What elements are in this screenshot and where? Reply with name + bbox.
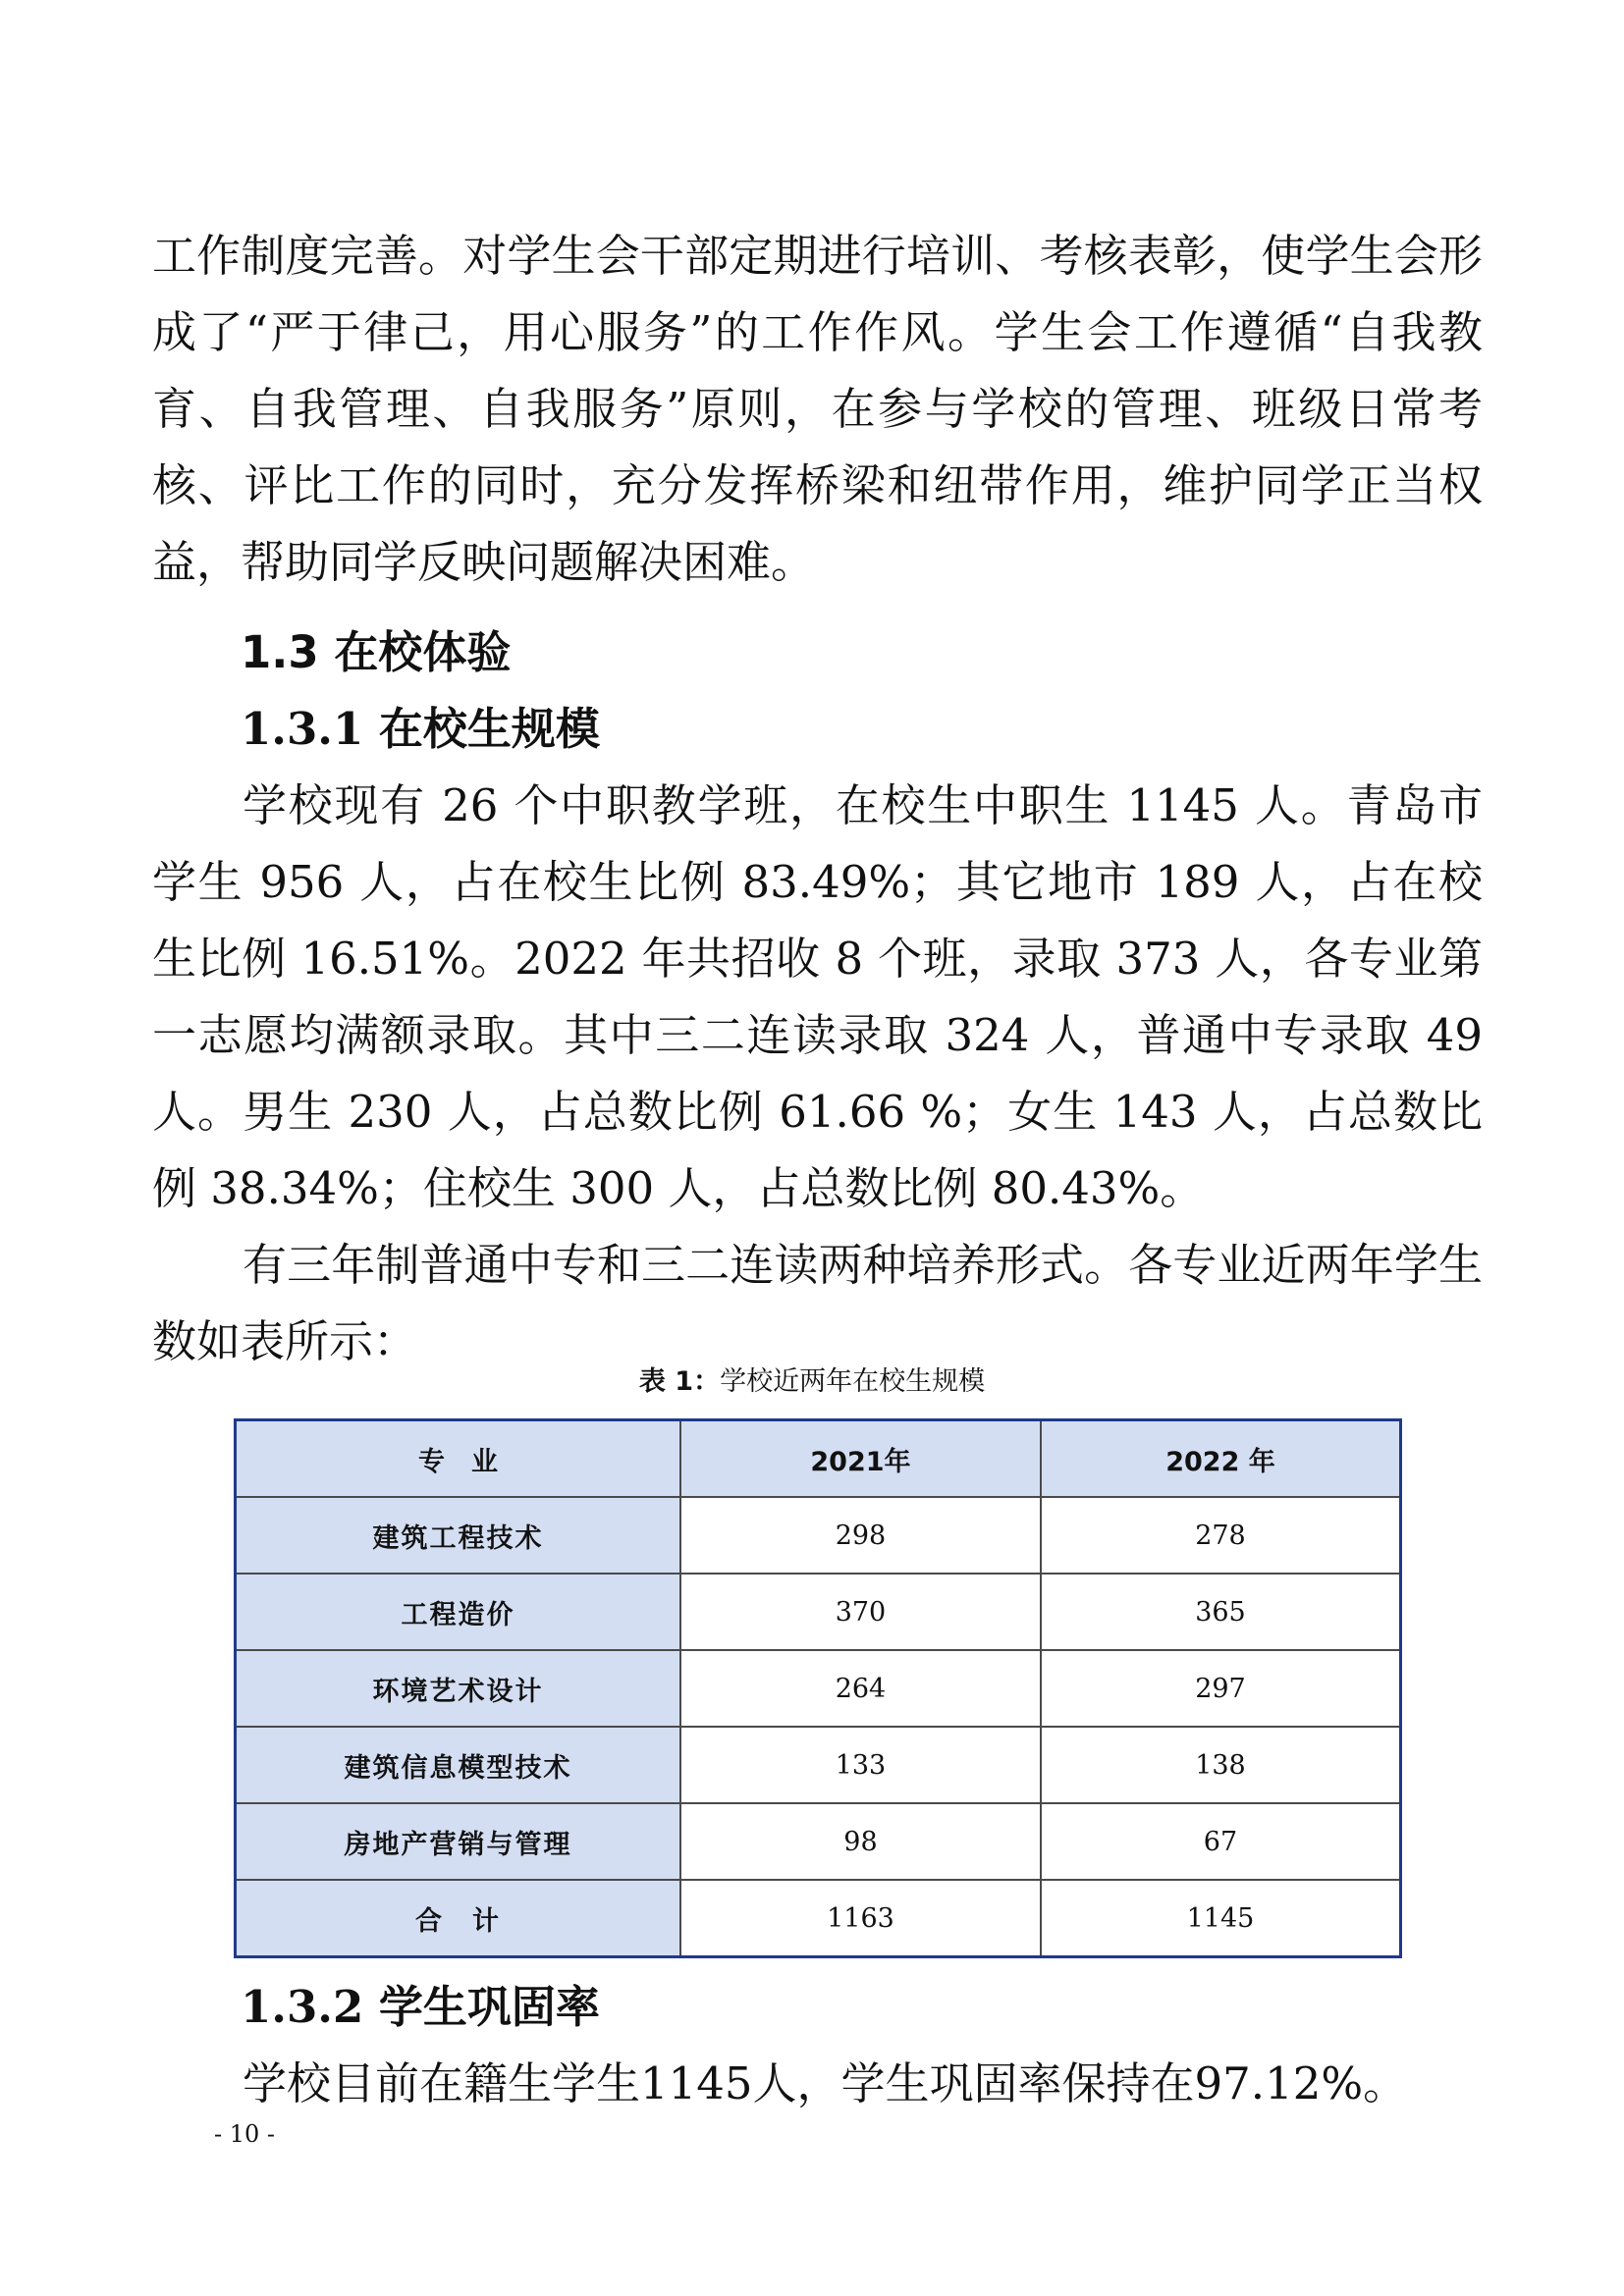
subsection-heading-1-3-1: 1.3.1 在校生规模 bbox=[241, 703, 600, 755]
cell-total-2021: 1163 bbox=[680, 1880, 1041, 1957]
cell-major: 房地产营销与管理 bbox=[236, 1803, 680, 1880]
table-row bbox=[236, 1803, 1401, 1880]
cell-major: 建筑信息模型技术 bbox=[236, 1727, 680, 1803]
cell-2021: 298 bbox=[680, 1497, 1041, 1574]
cell-2021: 133 bbox=[680, 1727, 1041, 1803]
table-caption-text: 学校近两年在校生规模 bbox=[720, 1366, 986, 1397]
cell-2021: 370 bbox=[680, 1574, 1041, 1650]
cell-major: 环境艺术设计 bbox=[236, 1650, 680, 1727]
table-row bbox=[236, 1727, 1401, 1803]
subsection-heading-1-3-2: 1.3.2 学生巩固率 bbox=[241, 1981, 600, 2033]
paragraph-retention: 学校目前在籍生学生1145人，学生巩固率保持在97.12%。 bbox=[243, 2057, 1408, 2109]
cell-2021: 98 bbox=[680, 1803, 1041, 1880]
paragraph-enrollment: 学校现有 26 个中职教学班，在校生中职生 1145 人。青岛市学生 956 人，占在校生比例 83.49%；其它地市 189 人，占在校生比例 16.51%。2022 年共招收 8 个班，录取 373 人，各专业第一志愿均满额录取。其中三二连读录取 324 人，普通中专录取 49 人。男生 230 人，占总数比例 61.66 %；女生 143 人，占总数比例 38.34%；住校生 300 人，占总数比例 80.43%。 bbox=[152, 779, 1483, 1214]
table-caption-label: 表 1： bbox=[638, 1366, 721, 1397]
table-row bbox=[236, 1574, 1401, 1650]
header-major: 专 业 bbox=[236, 1420, 680, 1498]
cell-total-2022: 1145 bbox=[1041, 1880, 1401, 1957]
page-number: - 10 - bbox=[214, 2120, 276, 2148]
table-total-row bbox=[236, 1880, 1401, 1957]
header-2021: 2021年 bbox=[680, 1420, 1041, 1498]
cell-2022: 278 bbox=[1041, 1497, 1401, 1574]
cell-2022: 67 bbox=[1041, 1803, 1401, 1880]
table-row bbox=[236, 1650, 1401, 1727]
section-heading-1-3: 1.3 在校体验 bbox=[241, 626, 512, 678]
cell-2021: 264 bbox=[680, 1650, 1041, 1727]
enrollment-table bbox=[234, 1418, 1402, 1958]
paragraph-table-intro: 有三年制普通中专和三二连读两种培养形式。各专业近两年学生数如表所示： bbox=[152, 1239, 1483, 1367]
cell-major: 建筑工程技术 bbox=[236, 1497, 680, 1574]
table-caption bbox=[0, 1362, 1624, 1402]
table-row bbox=[236, 1497, 1401, 1574]
cell-2022: 297 bbox=[1041, 1650, 1401, 1727]
table-header-row bbox=[236, 1420, 1401, 1498]
cell-2022: 138 bbox=[1041, 1727, 1401, 1803]
paragraph-student-union: 工作制度完善。对学生会干部定期进行培训、考核表彰，使学生会形成了“严于律己，用心服务”的工作作风。学生会工作遵循“自我教育、自我管理、自我服务”原则，在参与学校的管理、班级日常考核、评比工作的同时，充分发挥桥梁和纽带作用，维护同学正当权益，帮助同学反映问题解决困难。 bbox=[152, 230, 1483, 588]
cell-total-label: 合 计 bbox=[236, 1880, 680, 1957]
cell-major: 工程造价 bbox=[236, 1574, 680, 1650]
header-2022: 2022 年 bbox=[1041, 1420, 1401, 1498]
cell-2022: 365 bbox=[1041, 1574, 1401, 1650]
